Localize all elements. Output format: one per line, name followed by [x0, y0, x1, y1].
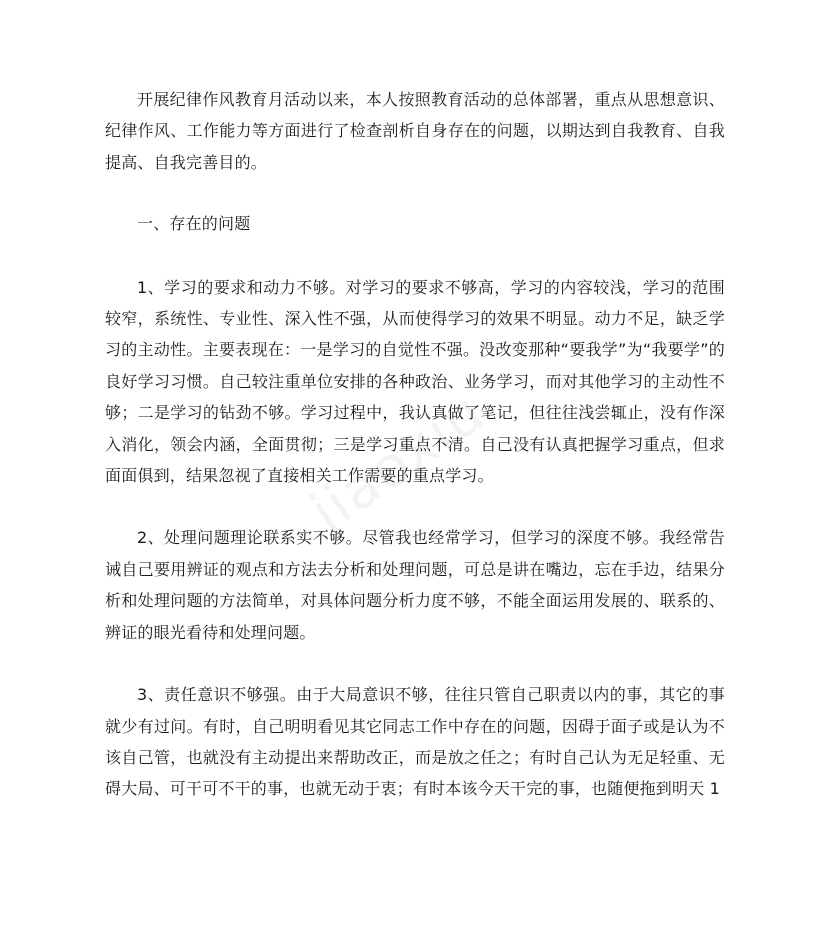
- problem-paragraph-1: 1、学习的要求和动力不够。对学习的要求不够高，学习的内容较浅，学习的范围较窄，系统性、专业性、深入性不强，从而使得学习的效果不明显。动力不足，缺乏学习的主动性。主要表现在：一是学习的自觉性不强。没改变那种“要我学”为“我要学”的良好学习习惯。自己较注重单位安排的各种政治、业务学习，而对其他学习的主动性不够；二是学习的钻劲不够。学习过程中，我认真做了笔记，但往往浅尝辄止，没有作深入消化，领会内涵，全面贯彻；三是学习重点不清。自己没有认真把握学习重点，但求面面俱到，结果忽视了直接相关工作需要的重点学习。: [105, 277, 725, 486]
- problem-paragraph-2: 2、处理问题理论联系实不够。尽管我也经常学习，但学习的深度不够。我经常告诫自己要用辨证的观点和方法去分析和处理问题，可总是讲在嘴边，忘在手边，结果分析和处理问题的方法简单，对具体问题分析力度不够，不能全面运用发展的、联系的、辨证的眼光看待和处理问题。: [105, 528, 725, 642]
- intro-paragraph: 开展纪律作风教育月活动以来，本人按照教育活动的总体部署，重点从思想意识、纪律作风、工作能力等方面进行了检查剖析自身存在的问题，以期达到自我教育、自我提高、自我完善目的。: [105, 90, 725, 172]
- problem-paragraph-3: 3、责任意识不够强。由于大局意识不够，往往只管自己职责以内的事，其它的事就少有过问。有时，自己明明看见其它同志工作中存在的问题，因碍于面子或是认为不该自己管，也就没有主动提出来帮助改正，而是放之任之；有时自己认为无足轻重、无碍大局、可干可不干的事，也就无动于衷；有时本该今天干完的事，也随便拖到明天 1: [105, 685, 725, 799]
- document-body: [105, 84, 725, 805]
- section-heading: 一、存在的问题: [137, 214, 251, 234]
